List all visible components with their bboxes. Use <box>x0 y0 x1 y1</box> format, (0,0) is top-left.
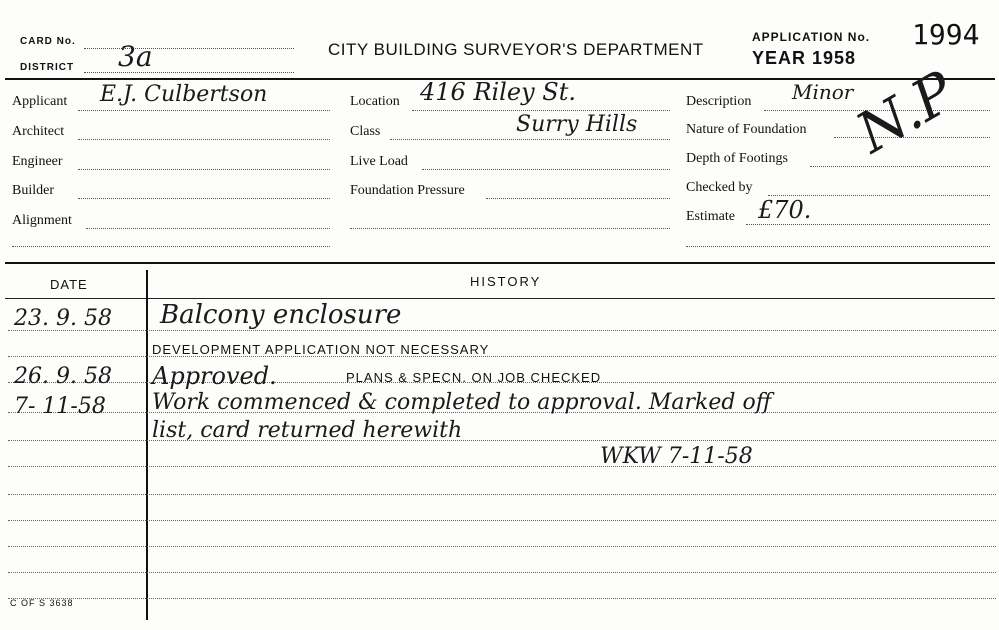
ruled-line <box>8 520 996 521</box>
entry-text: Work commenced & completed to approval. Marked off <box>152 390 772 415</box>
location-label: Location <box>350 94 400 109</box>
nature-label: Nature of Foundation <box>686 122 807 137</box>
card-no-label: CARD No. <box>20 36 76 47</box>
entry-stamp: PLANS & SPECN. ON JOB CHECKED <box>346 370 602 385</box>
depth-label: Depth of Footings <box>686 151 788 166</box>
date-header: DATE <box>50 277 88 292</box>
applicant-line <box>78 110 330 111</box>
engineer-label: Engineer <box>12 154 63 169</box>
form-code: C OF S 3638 <box>10 598 74 608</box>
location-line <box>412 110 670 111</box>
entry-text: list, card returned herewith <box>152 418 463 443</box>
year-label: YEAR 1958 <box>752 48 857 68</box>
ruled-line <box>8 598 996 599</box>
applicant-value: E.J. Culbertson <box>100 82 268 107</box>
card-no-line <box>84 48 294 49</box>
ruled-line <box>8 494 996 495</box>
application-number: 1994 <box>912 18 980 51</box>
estimate-label: Estimate <box>686 209 735 224</box>
estimate-value: £70. <box>758 196 812 224</box>
alignment-label: Alignment <box>12 213 72 228</box>
alignment-line <box>86 228 330 229</box>
location-value: 416 Riley St. <box>420 78 576 106</box>
entry-stamp: DEVELOPMENT APPLICATION NOT NECESSARY <box>152 342 490 357</box>
entry-text: Approved. <box>152 362 277 390</box>
architect-line <box>78 139 330 140</box>
history-header: HISTORY <box>470 274 542 289</box>
district-line <box>84 72 294 73</box>
class-value: Surry Hills <box>516 112 638 137</box>
foundation-pressure-line <box>486 198 670 199</box>
right-extra-line <box>686 246 990 247</box>
ruled-line <box>8 572 996 573</box>
engineer-line <box>78 169 330 170</box>
np-mark: N.P <box>846 59 966 167</box>
builder-label: Builder <box>12 183 54 198</box>
class-line <box>390 139 670 140</box>
class-label: Class <box>350 124 381 139</box>
depth-line <box>810 166 990 167</box>
history-header-divider <box>5 298 995 299</box>
ruled-line <box>8 466 996 467</box>
foundation-pressure-label: Foundation Pressure <box>350 183 465 198</box>
description-label: Description <box>686 94 752 109</box>
architect-label: Architect <box>12 124 65 139</box>
entry-date: 26. 9. 58 <box>14 364 112 389</box>
alignment-line-2 <box>12 246 330 247</box>
ruled-line <box>8 330 996 331</box>
entry-date: 7- 11-58 <box>14 394 106 419</box>
entry-date: 23. 9. 58 <box>14 306 112 331</box>
live-load-label: Live Load <box>350 154 408 169</box>
history-top-divider <box>5 262 995 264</box>
date-column-divider <box>146 270 148 620</box>
live-load-line <box>422 169 670 170</box>
applicant-label: Applicant <box>12 94 68 109</box>
middle-extra-line <box>350 228 670 229</box>
department-title: CITY BUILDING SURVEYOR'S DEPARTMENT <box>328 40 704 59</box>
entry-signature: WKW 7-11-58 <box>600 444 753 469</box>
ruled-line <box>8 546 996 547</box>
checked-label: Checked by <box>686 180 753 195</box>
district-value: 3a <box>118 40 153 73</box>
builder-line <box>78 198 330 199</box>
district-label: DISTRICT <box>20 62 75 73</box>
entry-text: Balcony enclosure <box>160 300 402 330</box>
description-value: Minor <box>792 80 854 104</box>
estimate-line <box>746 224 990 225</box>
application-label: APPLICATION No. <box>752 30 871 44</box>
